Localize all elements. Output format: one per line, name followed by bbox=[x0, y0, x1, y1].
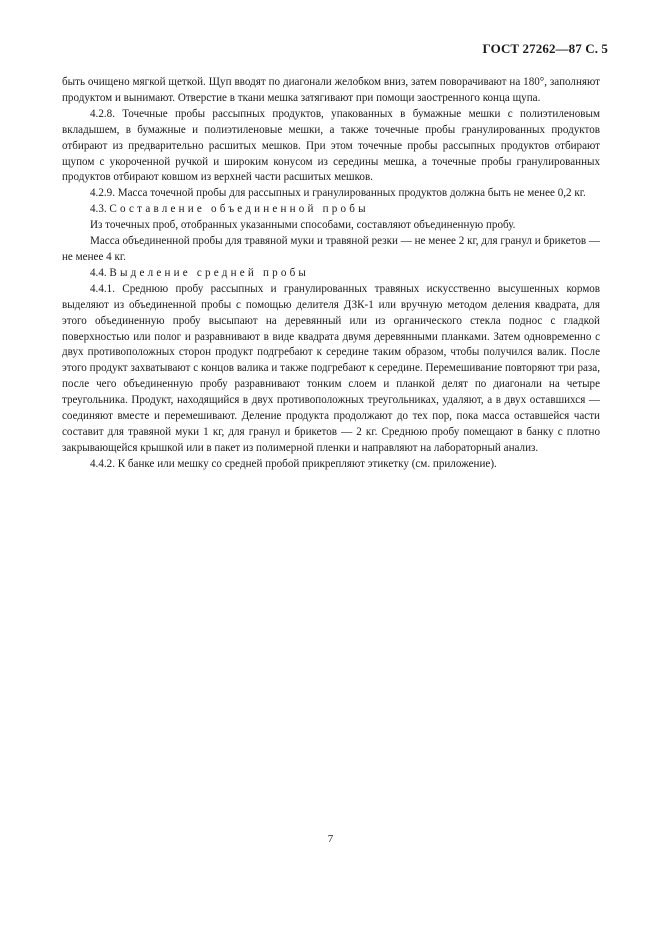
paragraph-4-2-8: 4.2.8. Точечные пробы рассыпных продуктов, упакованных в бумажные мешки с полиэтиленовым вкладышем, в бумажные и полиэтиленовые мешки, а также точечные пробы гранулированных продуктов отбирают из предварительно расшитых мешков. При этом точечные пробы рассыпных продуктов отбирают щупом с укороченной ручкой и широким конусом из середины мешка, а точечные пробы гранулированных продуктов отбирают ковшом из верхней части расшитых мешков. bbox=[62, 107, 600, 184]
page-number: 7 bbox=[327, 833, 334, 845]
section-heading-4-4 bbox=[62, 266, 600, 282]
paragraph-4-2-9: 4.2.9. Масса точечной пробы для рассыпных и гранулированных продуктов должна быть не менее 0,2 кг. bbox=[90, 187, 586, 200]
section-number: 4.3. bbox=[90, 203, 107, 216]
paragraph-4-4-1: 4.4.1. Среднюю пробу рассыпных и гранулированных травяных искусственно высушенных кормов выделяют из объединенной пробы с помощью делителя ДЗК-1 или вручную методом деления квадрата, для этого объединенную пробу высыпают на деревянный или из органического стекла поднос с гладкой поверхностью или полог и разравнивают в виде квадрата двумя деревянными планками. Затем одновременно с двух противоположных сторон продукт подгребают к середине таким образом, чтобы получился валик. После этого продукт захватывают с концов валика и также подгребают к середине. Перемешивание повторяют три раза, после чего объединенную пробу разравнивают тонким слоем и планкой делят по диагонали на четыре треугольника. Продукт, находящийся в двух противоположных треугольниках, удаляют, а в двух оставшихся — соединяют вместе и перемешивают. Деление продукта продолжают до тех пор, пока масса оставшейся части составит для травяной муки 1 кг, для гранул и брикетов — 2 кг. Среднюю пробу помещают в банку с плотно закрывающейся крышкой или в пакет из полимерной пленки и направляют на лабораторный анализ. bbox=[62, 282, 600, 454]
document-body bbox=[62, 75, 600, 473]
page-header: ГОСТ 27262—87 С. 5 bbox=[482, 41, 608, 56]
paragraph-continuation: быть очищено мягкой щеткой. Щуп вводят по диагонали желобком вниз, затем поворачивают на 180°, заполняют продуктом и вынимают. Отверстие в ткани мешка затягивают при помощи заостренного конца щупа. bbox=[62, 76, 600, 104]
section-number: 4.4. bbox=[90, 266, 107, 279]
paragraph-4-4-2: 4.4.2. К банке или мешку со средней пробой прикрепляют этикетку (см. приложение). bbox=[90, 457, 497, 470]
section-title: Выделение средней пробы bbox=[109, 266, 310, 279]
section-heading-4-3 bbox=[62, 202, 600, 218]
section-title: Составление объединенной пробы bbox=[109, 203, 369, 216]
paragraph-4-3-a: Из точечных проб, отобранных указанными способами, составляют объединенную пробу. bbox=[90, 219, 516, 232]
paragraph-4-3-b: Масса объединенной пробы для травяной муки и травяной резки — не менее 2 кг, для гранул и брикетов — не менее 4 кг. bbox=[62, 235, 600, 263]
